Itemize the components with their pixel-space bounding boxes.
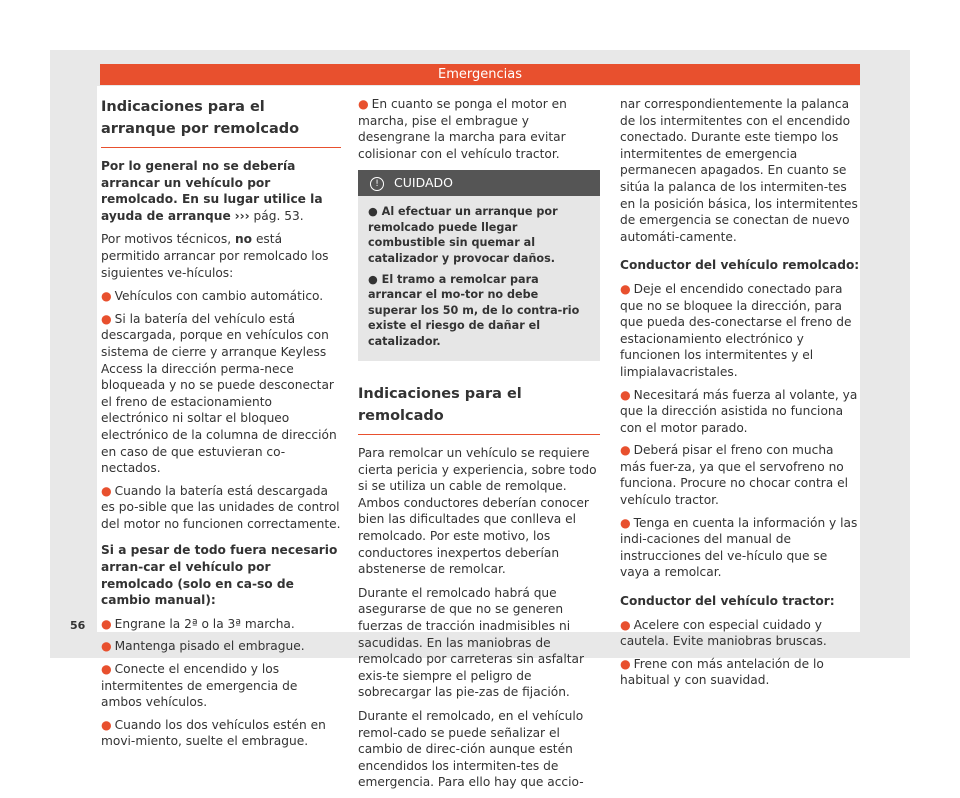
list-item-text: En cuanto se ponga el motor en marcha, pise el embrague y desengrane la marcha para evitar colisionar con el vehículo tractor. [358,97,567,161]
caution-title: CUIDADO [394,175,453,191]
caution-body [358,196,600,361]
list-item-text: Engrane la 2ª o la 3ª marcha. [114,616,295,631]
section-title-remolcado: Indicaciones para el remolcado [358,386,522,425]
list-item-text: Cuando los dos vehículos estén en movi-miento, suelte el embrague. [101,717,326,749]
list-item-text: Cuando la batería está descargada es po-sible que las unidades de control del motor no funcionen correctamente. [101,483,341,531]
list-item [101,638,341,655]
bullet-icon: ● [101,717,112,732]
list-item [101,616,341,633]
list-item-text: Necesitará más fuerza al volante, ya que la dirección asistida no funciona con el motor parado. [620,387,858,435]
technical-paragraph [101,231,341,281]
bullet-icon: ● [620,617,631,632]
caution-item-text: Al efectuar un arranque por remolcado puede llegar combustible sin quemar al catalizador y provocar daños. [368,205,558,265]
bullet-icon: ● [101,616,112,631]
intro-bold: Por lo general no se debería arrancar un vehículo por remolcado. En su lugar utilice la ayuda de arranque [101,159,323,223]
list-item [101,483,341,533]
intro-paragraph [101,158,341,224]
bullet-icon: ● [101,662,112,677]
manual-heading: Si a pesar de todo fuera necesario arran-car el vehículo por remolcado (solo en ca-so de cambio manual): [101,543,338,608]
technical-text-a: Por motivos técnicos, [101,232,232,247]
list-item-text: Vehículos con cambio automático. [114,289,324,304]
list-item-text: Deje el encendido conectado para que no se bloquee la dirección, para que pueda des-conectarse el freno de estacionamiento electrónico y funcionen los intermitentes y el limpialavacristales. [620,281,852,379]
bullet-icon: ● [358,97,369,111]
list-item-text: Si la batería del vehículo está descargada, porque en vehículos con sistema de cierre y arranque Keyless Access la dirección perma-nece bloqueada y no se puede desconectar el freno de estacionamiento electrónico ni soltar el bloqueo electrónico de la columna de dirección en caso de que estuvieran co-nectados. [101,311,337,476]
section-rule [358,434,600,435]
column-1 [101,96,341,756]
bullet-icon: ● [620,656,631,671]
tractor-heading: Conductor del vehículo tractor: [620,594,835,609]
bullet-icon: ● [620,443,631,458]
list-item [101,717,341,750]
technical-text-b: está permitido arrancar por remolcado los siguientes ve-hículos: [101,232,329,280]
bullet-icon: ● [620,281,631,296]
column-2 [358,96,600,798]
caution-icon: ! [370,177,384,191]
list-item-text: Tenga en cuenta la información y las indi-caciones del manual de instrucciones del ve-hículo que se vaya a remolcar. [620,515,858,580]
paragraph-continuation: nar correspondientemente la palanca de los intermitentes con el encendido conectado. Durante este tiempo los intermitentes de emergencia permanecen apagados. En cuanto se sitúa la palanca de los intermiten-tes en la posición básica, los intermitentes de emergencia se conectan de nuevo automáti-camente. [620,97,858,244]
page-link[interactable]: pág. 53 [253,208,300,223]
list-item [358,96,600,162]
bullet-icon: ● [368,205,382,219]
caution-item-text: El tramo a remolcar para arrancar el mo-tor no debe superar los 50 m, de lo contra-rio existe el riesgo de dañar el catalizador. [368,273,580,348]
paragraph: Durante el remolcado habrá que asegurarse de que no se generen fuerzas de tracción inadmisibles ni sacudidas. En las maniobras de remolcado por carreteras sin asfaltar exis-te siempre el peligro de sobrecargar las pie-zas de fijación. [358,585,585,700]
list-item-text: Deberá pisar el freno con mucha más fuer-za, ya que el servofreno no funciona. Procure no chocar contra el vehículo tractor. [620,443,848,508]
list-item [101,661,341,711]
list-item [620,617,860,650]
caution-item [368,272,590,349]
paragraph: Durante el remolcado, en el vehículo remol-cado se puede señalizar el cambio de direc-ción aunque estén encendidos los intermiten-tes de emergencia. Para ello hay que accio- [358,708,584,790]
list-item-text: Frene con más antelación de lo habitual y con suavidad. [620,656,824,688]
bullet-icon: ● [368,273,382,286]
list-item-text: Acelere con especial cuidado y cautela. Evite maniobras bruscas. [620,617,827,649]
list-item-text: Conecte el encendido y los intermitentes de emergencia de ambos vehículos. [101,662,298,710]
list-item [620,656,860,689]
list-item [620,442,860,508]
section-rule [101,147,341,148]
list-item-text: Mantenga pisado el embrague. [114,639,305,654]
no-emphasis: no [235,232,253,247]
towed-heading: Conductor del vehículo remolcado: [620,258,860,273]
list-item [620,515,860,581]
list-item [101,311,341,477]
bullet-icon: ● [101,639,112,654]
caution-item [368,204,590,266]
list-item [620,281,860,381]
caution-box [358,170,600,361]
intro-end: . [299,208,304,223]
list-item [620,387,860,437]
bullet-icon: ● [101,289,112,304]
list-item [101,288,341,305]
section-title-arranque: Indicaciones para el arranque por remolcado [101,99,300,137]
paragraph: Para remolcar un vehículo se requiere cierta pericia y experiencia, sobre todo si se utiliza un cable de remolque. Ambos conductores deberían conocer bien las dificultades que conlleva el remolcado. Por este motivo, los conductores inexpertos deberían abstenerse de remolcar. [358,446,597,577]
caution-header [358,170,600,196]
cross-ref-arrow: ››› [234,208,250,223]
bullet-icon: ● [620,387,631,402]
chapter-header: Emergencias [100,64,860,85]
column-3 [620,96,860,695]
page-number: 56 [70,619,86,632]
bullet-icon: ● [101,483,112,498]
bullet-icon: ● [101,311,112,326]
bullet-icon: ● [620,515,631,530]
